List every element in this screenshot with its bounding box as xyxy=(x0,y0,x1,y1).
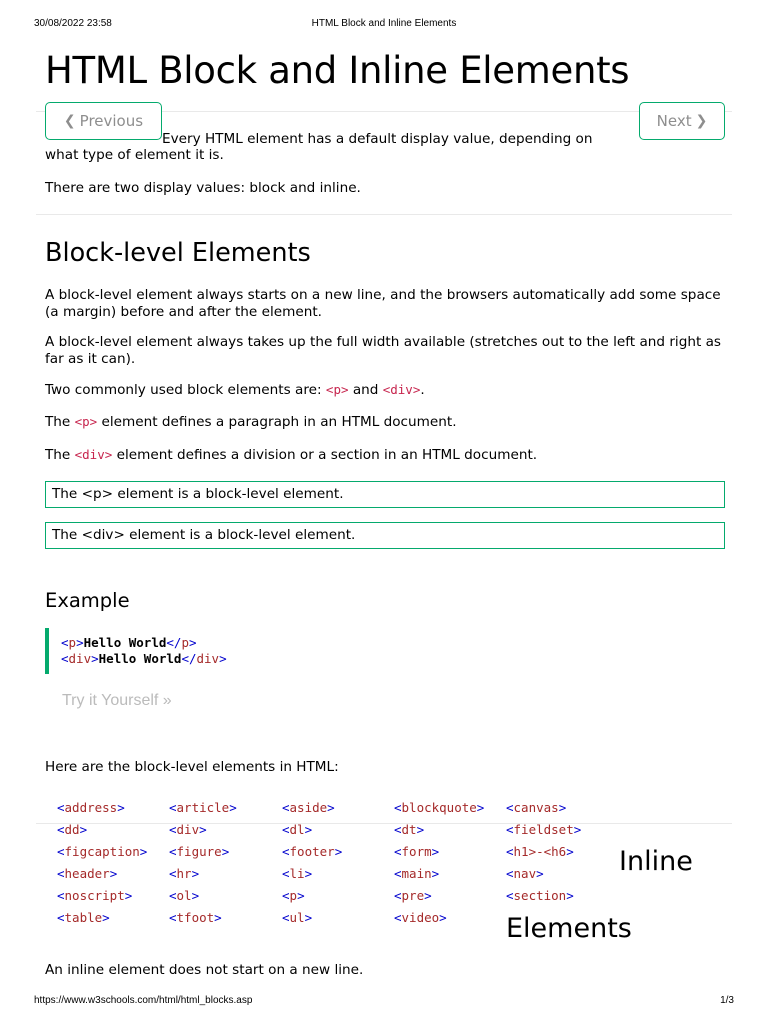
block-paragraph-5 xyxy=(45,447,725,464)
element-tag-cell: <fieldset> xyxy=(506,822,582,837)
demo-div-box: The <div> element is a block-level element. xyxy=(45,522,725,549)
code-tag-p: <p> xyxy=(74,414,98,429)
code-content: Hello World xyxy=(98,651,182,666)
element-tag-cell: <dd> xyxy=(57,822,88,837)
element-tag-cell: <noscript> xyxy=(57,888,133,903)
element-tag-cell: <nav> xyxy=(506,866,544,881)
try-it-yourself-link[interactable]: Try it Yourself » xyxy=(62,692,172,709)
element-tag-cell: <section> xyxy=(506,888,574,903)
text: element defines a paragraph in an HTML document. xyxy=(101,414,457,430)
code-bracket: > xyxy=(219,651,227,666)
inline-intro: An inline element does not start on a new line. xyxy=(45,962,364,978)
text: . xyxy=(420,382,425,398)
code-tagname: p xyxy=(181,635,189,650)
code-tag-p: <p> xyxy=(325,382,349,397)
demo-p-box: The <p> element is a block-level element. xyxy=(45,481,725,508)
block-paragraph-2: A block-level element always takes up the full width available (stretches out to the left and right as far as it can). xyxy=(45,334,722,367)
previous-button[interactable] xyxy=(45,102,162,140)
intro-line-2: what type of element it is. xyxy=(45,147,224,163)
element-tag-cell: <ul> xyxy=(282,910,313,925)
element-tag-cell: <figcaption> xyxy=(57,844,148,859)
print-footer xyxy=(34,995,734,1009)
element-tag-cell: <main> xyxy=(394,866,440,881)
next-label: Next xyxy=(656,112,692,130)
element-tag-cell: <div> xyxy=(169,822,207,837)
element-tag-cell: <footer> xyxy=(282,844,343,859)
element-tag-cell: <table> xyxy=(57,910,110,925)
chevron-left-icon: ❮ xyxy=(63,113,76,129)
intro-paragraph-2: There are two display values: block and inline. xyxy=(45,180,361,196)
text: The xyxy=(45,447,71,463)
code-content: Hello World xyxy=(83,635,167,650)
element-tag-cell: <ol> xyxy=(169,888,200,903)
text: and xyxy=(352,382,379,398)
code-bracket: > xyxy=(188,635,197,650)
print-date: 30/08/2022 23:58 xyxy=(34,18,112,29)
print-page-number: 1/3 xyxy=(720,995,734,1006)
text: element defines a division or a section in an HTML document. xyxy=(116,447,538,463)
code-bracket: < xyxy=(61,651,69,666)
element-tag-cell: <dt> xyxy=(394,822,425,837)
code-bracket: </ xyxy=(181,651,197,666)
element-tag-cell: <blockquote> xyxy=(394,800,485,815)
code-line xyxy=(61,651,725,667)
code-tagname: div xyxy=(196,651,220,666)
element-tag-cell: <aside> xyxy=(282,800,335,815)
element-tag-cell: <article> xyxy=(169,800,237,815)
element-tag-cell: <address> xyxy=(57,800,125,815)
print-header xyxy=(34,18,734,32)
code-bracket: </ xyxy=(166,635,182,650)
intro-line-1: Every HTML element has a default display value, depending on xyxy=(162,131,593,147)
element-tag-cell: <canvas> xyxy=(506,800,567,815)
text: Two commonly used block elements are: xyxy=(45,382,322,398)
element-tag-cell: <figure> xyxy=(169,844,230,859)
code-tagname: p xyxy=(68,635,77,650)
print-doc-title: HTML Block and Inline Elements xyxy=(311,18,457,29)
code-tag-div: <div> xyxy=(74,447,113,462)
example-code-block xyxy=(45,628,725,674)
table-row xyxy=(45,885,735,907)
inline-heading-word-1: Inline xyxy=(619,846,693,877)
code-line xyxy=(61,635,725,651)
example-heading: Example xyxy=(45,589,130,612)
print-url: https://www.w3schools.com/html/html_blocks.asp xyxy=(34,995,253,1006)
element-tag-cell: <form> xyxy=(394,844,440,859)
element-tag-cell: <tfoot> xyxy=(169,910,222,925)
element-tag-cell: <hr> xyxy=(169,866,200,881)
block-paragraph-4 xyxy=(45,414,725,431)
element-tag-cell: <h1>-<h6> xyxy=(506,844,574,859)
block-paragraph-3 xyxy=(45,382,725,399)
element-tag-cell: <pre> xyxy=(394,888,432,903)
text: The xyxy=(45,414,71,430)
inline-heading-word-2: Elements xyxy=(506,913,632,944)
element-tag-cell: <dl> xyxy=(282,822,313,837)
block-list-intro: Here are the block-level elements in HTML: xyxy=(45,759,339,775)
element-tag-cell: <li> xyxy=(282,866,313,881)
block-level-heading: Block-level Elements xyxy=(45,238,311,268)
block-paragraph-1: A block-level element always starts on a new line, and the browsers automatically add some space (a margin) before and after the element. xyxy=(45,287,721,320)
code-tag-div: <div> xyxy=(382,382,421,397)
element-tag-cell: <video> xyxy=(394,910,447,925)
page-title: HTML Block and Inline Elements xyxy=(45,49,630,92)
element-tag-cell: <p> xyxy=(282,888,305,903)
code-bracket: > xyxy=(91,651,99,666)
divider xyxy=(36,214,732,215)
previous-label: Previous xyxy=(79,112,144,130)
table-row xyxy=(45,819,735,841)
next-button[interactable] xyxy=(639,102,725,140)
element-tag-cell: <header> xyxy=(57,866,118,881)
table-row xyxy=(45,797,735,819)
code-bracket: > xyxy=(76,635,84,650)
code-tagname: div xyxy=(68,651,92,666)
code-bracket: < xyxy=(61,635,69,650)
chevron-right-icon: ❯ xyxy=(695,113,708,129)
